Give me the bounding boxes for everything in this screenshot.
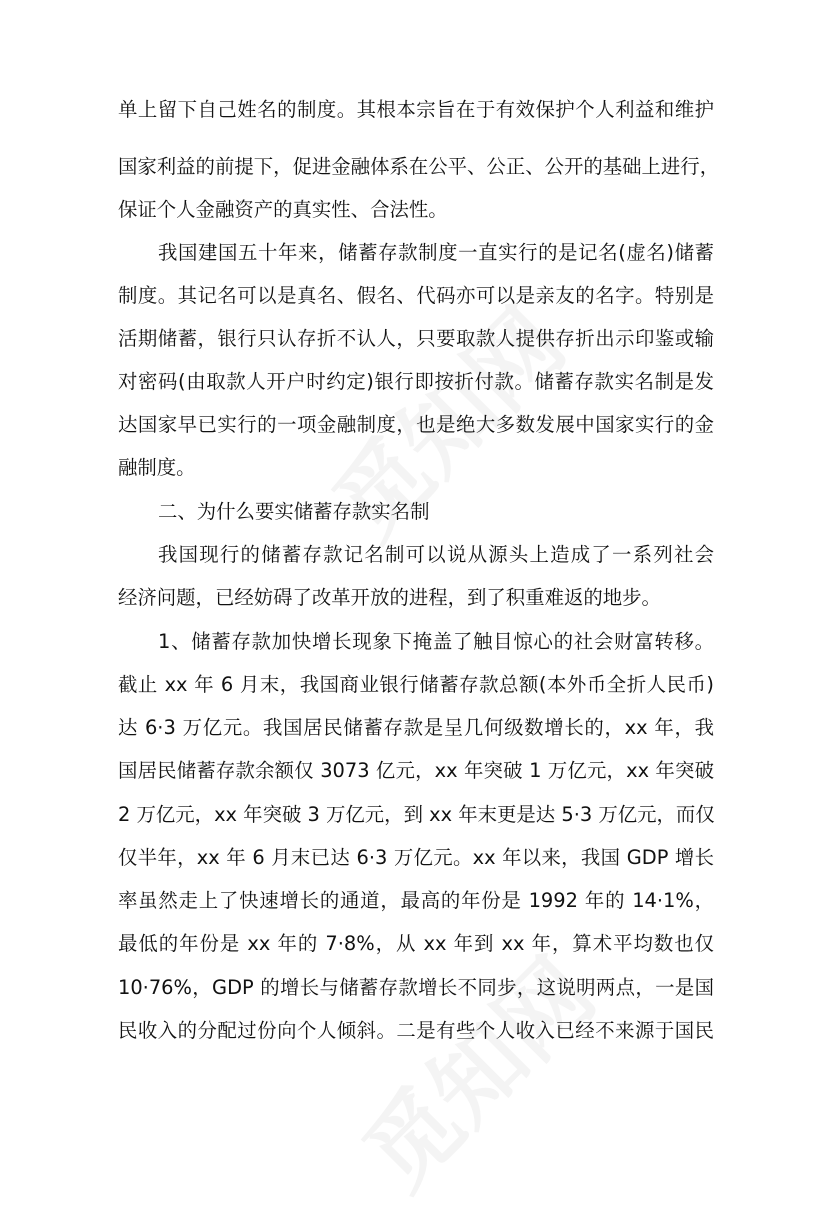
text-line: 我国现行的储蓄存款记名制可以说从源头上造成了一系列社会 bbox=[158, 543, 714, 566]
text-line: 我国建国五十年来，储蓄存款制度一直实行的是记名(虚名)储蓄 bbox=[158, 241, 714, 264]
text-line: 活期储蓄，银行只认存折不认人，只要取款人提供存折出示印鉴或输 bbox=[118, 327, 714, 350]
watermark bbox=[330, 925, 619, 1213]
text-line: 国居民储蓄存款余额仅 3073 亿元，xx 年突破 1 万亿元，xx 年突破 bbox=[118, 759, 714, 782]
text-line: 达 6·3 万亿元。我国居民储蓄存款是呈几何级数增长的，xx 年，我 bbox=[118, 716, 714, 739]
text-line: 保证个人金融资产的真实性、合法性。 bbox=[118, 198, 448, 221]
text-line: 制度。其记名可以是真名、假名、代码亦可以是亲友的名字。特别是 bbox=[118, 284, 714, 307]
text-line: 率虽然走上了快速增长的通道，最高的年份是 1992 年的 14·1%， bbox=[118, 889, 714, 912]
text-line: 对密码(由取款人开户时约定)银行即按折付款。储蓄存款实名制是发 bbox=[118, 370, 714, 393]
text-line: 1、储蓄存款加快增长现象下掩盖了触目惊心的社会财富转移。 bbox=[158, 630, 714, 653]
section-heading: 二、为什么要实储蓄存款实名制 bbox=[158, 500, 430, 523]
text-line: 经济问题，已经妨碍了改革开放的进程，到了积重难返的地步。 bbox=[118, 586, 661, 609]
text-line: 截止 xx 年 6 月末，我国商业银行储蓄存款总额(本外币全折人民币) bbox=[118, 673, 714, 696]
text-line: 10·76%，GDP 的增长与储蓄存款增长不同步，这说明两点，一是国 bbox=[118, 976, 714, 999]
text-line: 2 万亿元，xx 年突破 3 万亿元，到 xx 年末更是达 5·3 万亿元，而仅 bbox=[118, 803, 715, 826]
text-line: 最低的年份是 xx 年的 7·8%，从 xx 年到 xx 年，算术平均数也仅 bbox=[118, 932, 714, 955]
text-line: 民收入的分配过份向个人倾斜。二是有些个人收入已经不来源于国民 bbox=[118, 1019, 714, 1042]
text-line: 国家利益的前提下，促进金融体系在公平、公正、公开的基础上进行， bbox=[118, 155, 720, 178]
text-line: 融制度。 bbox=[118, 456, 196, 479]
text-line: 仅半年，xx 年 6 月末已达 6·3 万亿元。xx 年以来，我国 GDP 增长 bbox=[118, 846, 714, 869]
text-line: 单上留下自己姓名的制度。其根本宗旨在于有效保护个人利益和维护 bbox=[118, 98, 714, 121]
text-line: 达国家早已实行的一项金融制度，也是绝大多数发展中国家实行的金 bbox=[118, 413, 714, 436]
